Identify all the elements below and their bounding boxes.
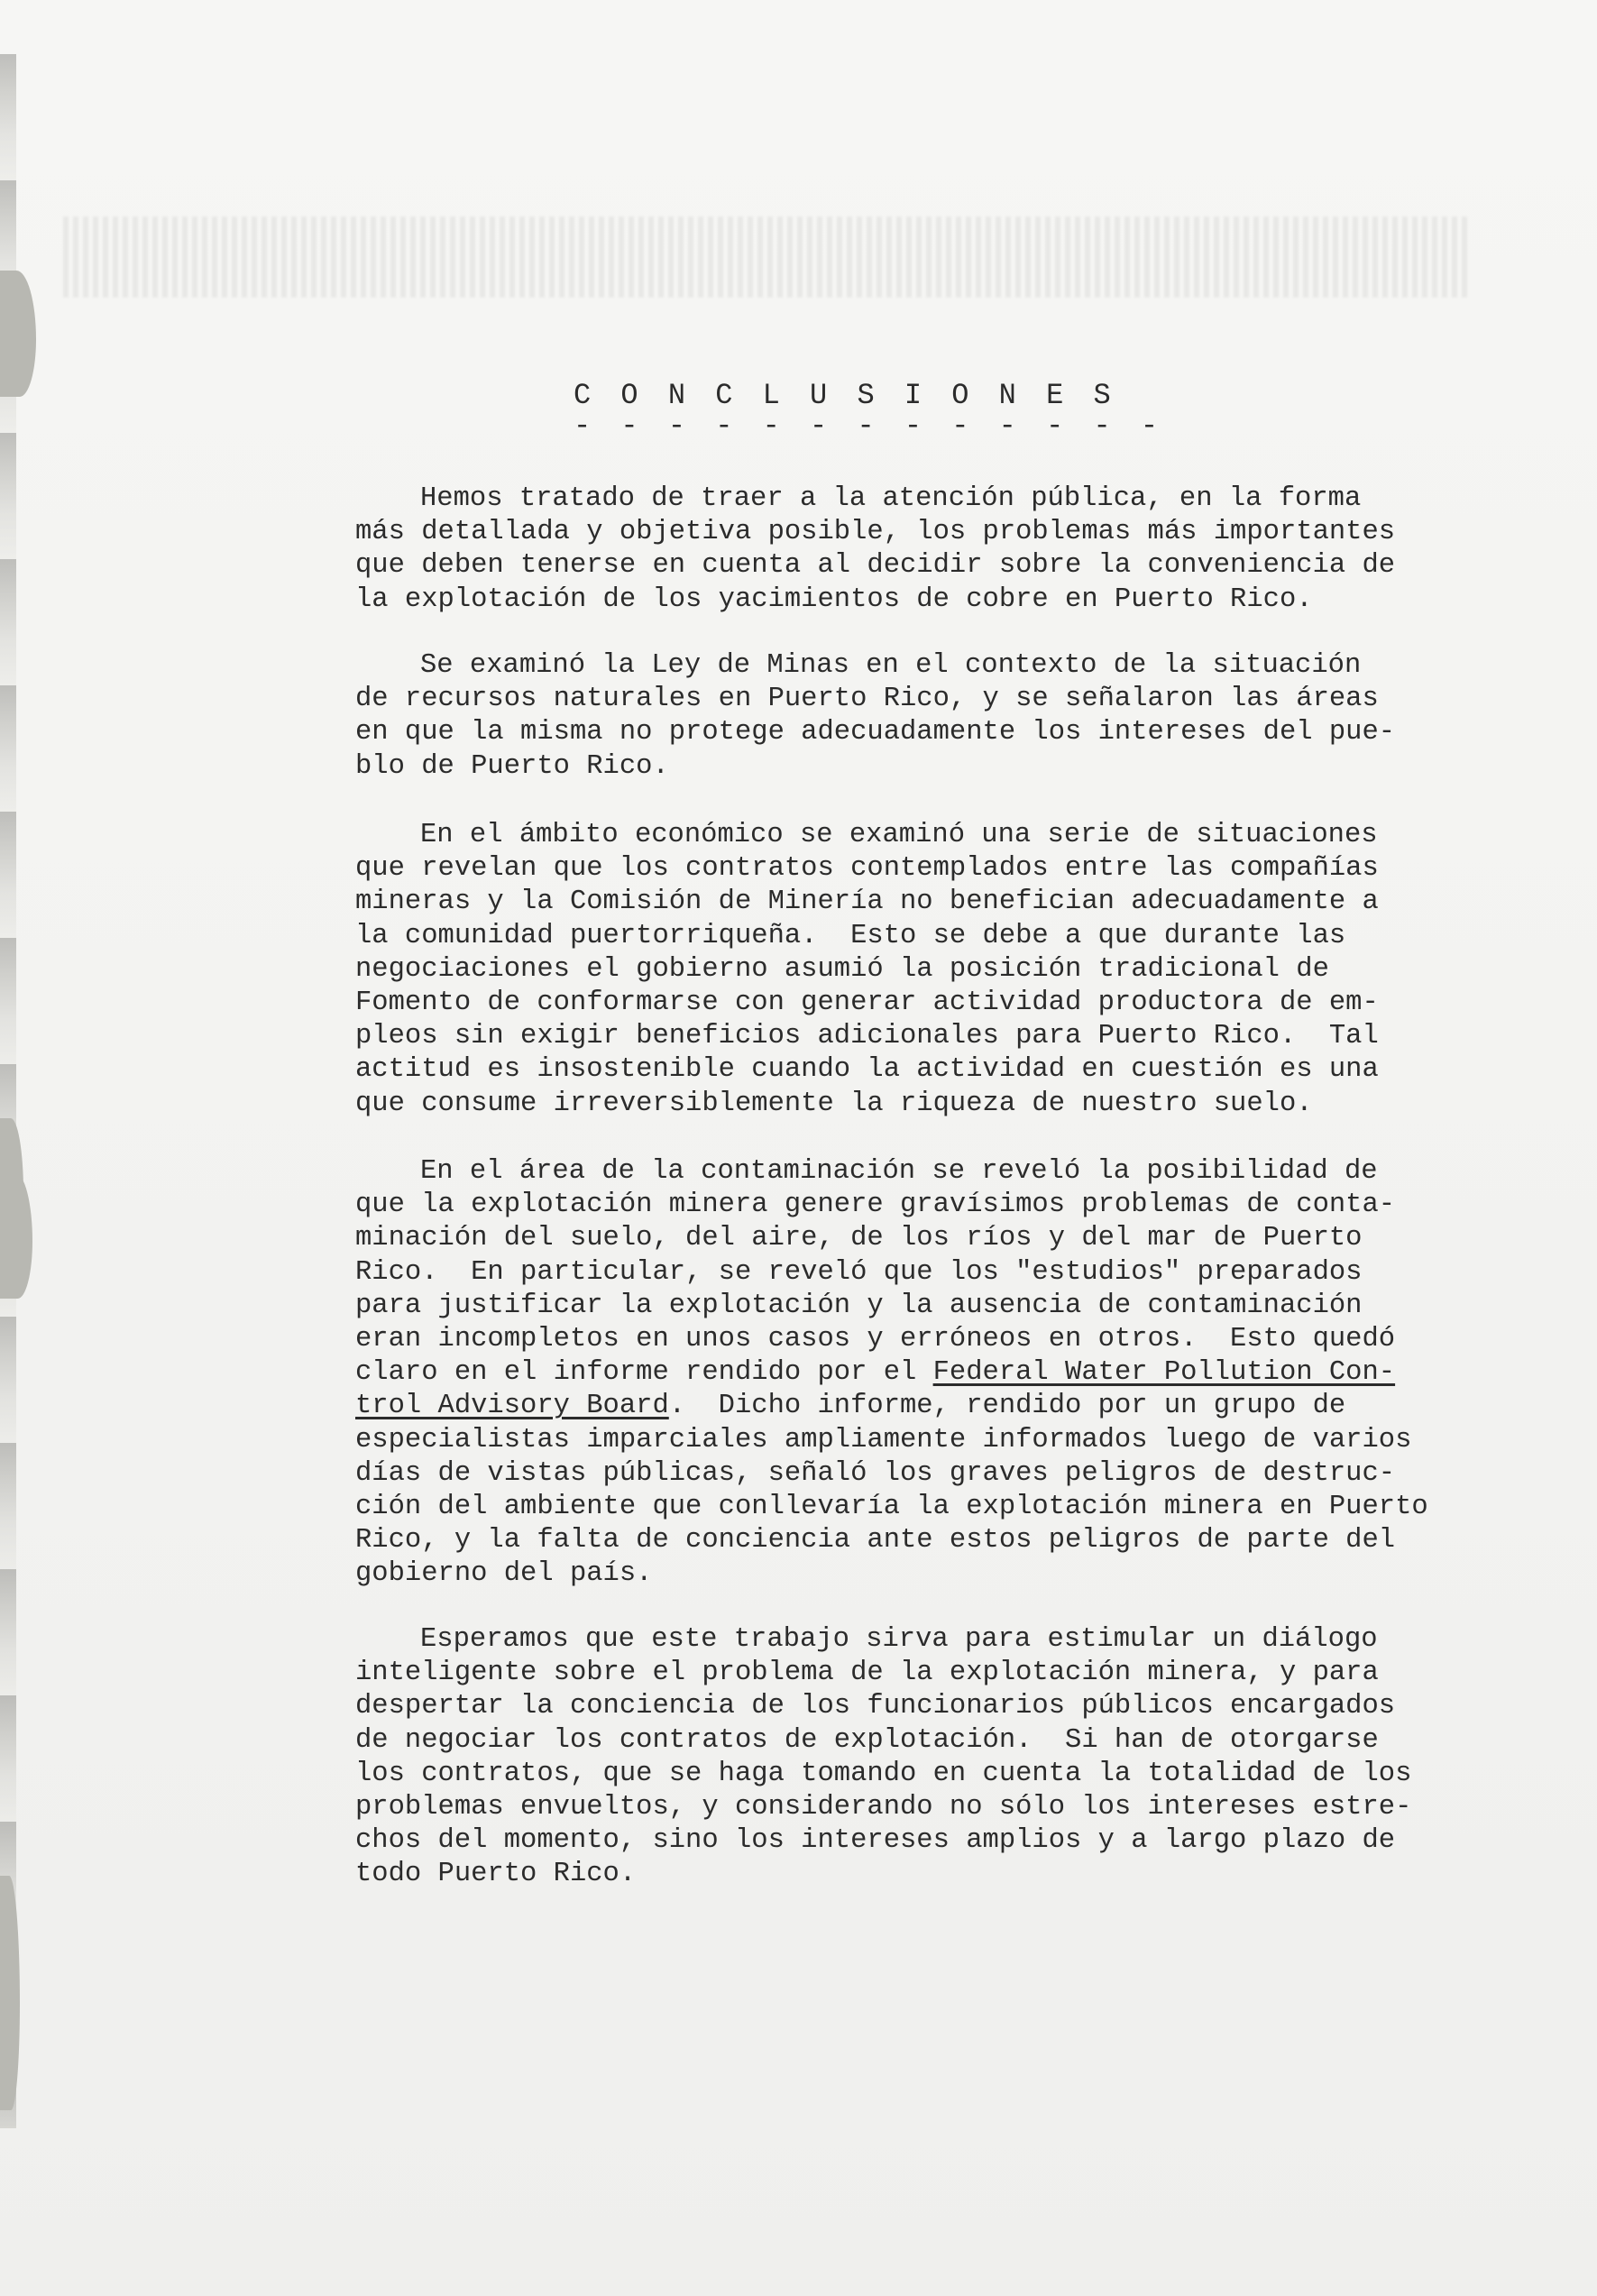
paragraph-2	[355, 649, 1473, 784]
text-line: que la explotación minera genere gravísimos problemas de conta-	[355, 1189, 1396, 1221]
text-line: mineras y la Comisión de Minería no benefician adecuadamente a	[355, 886, 1379, 918]
text-line: los contratos, que se haga tomando en cuenta la totalidad de los	[355, 1758, 1412, 1789]
text-line: blo de Puerto Rico.	[355, 750, 669, 782]
text-line: de recursos naturales en Puerto Rico, y se señalaron las áreas	[355, 684, 1379, 715]
text-line: inteligente sobre el problema de la explotación minera, y para	[355, 1658, 1379, 1689]
text-line: que revelan que los contratos contemplados entre las compañías	[355, 853, 1379, 885]
text-line: ción del ambiente que conllevaría la explotación minera en Puerto	[355, 1492, 1428, 1523]
text-line: más detallada y objetiva posible, los problemas más importantes	[355, 517, 1396, 548]
text-line: actitud es insostenible cuando la actividad en cuestión es una	[355, 1054, 1379, 1086]
text-line: chos del momento, sino los intereses amplios y a largo plazo de	[355, 1825, 1396, 1857]
text-line: en que la misma no protege adecuadamente los intereses del pue-	[355, 717, 1396, 748]
bleed-through-text	[63, 216, 1470, 298]
text-line: días de vistas públicas, señaló los graves peligros de destruc-	[355, 1457, 1396, 1489]
text-line	[355, 1356, 1473, 1390]
text-line: de negociar los contratos de explotación. Si han de otorgarse	[355, 1724, 1379, 1756]
text-line: Fomento de conformarse con generar actividad productora de em-	[355, 987, 1379, 1019]
text-line: Rico, y la falta de conciencia ante estos peligros de parte del	[355, 1525, 1396, 1557]
text-line: En el ámbito económico se examinó una serie de situaciones	[420, 820, 1378, 850]
text-line: pleos sin exigir beneficios adicionales para Puerto Rico. Tal	[355, 1021, 1379, 1052]
text-line: Rico. En particular, se reveló que los "estudios" preparados	[355, 1256, 1363, 1288]
text-line: En el área de la contaminación se reveló la posibilidad de	[420, 1156, 1378, 1187]
text-line: todo Puerto Rico.	[355, 1859, 637, 1890]
text-line: Esperamos que este trabajo sirva para estimular un diálogo	[420, 1624, 1378, 1655]
page-title: C O N C L U S I O N E S	[574, 379, 1117, 412]
text-line: negociaciones el gobierno asumió la posición tradicional de	[355, 953, 1329, 985]
text-fragment: claro en el informe rendido por el	[355, 1357, 933, 1389]
paragraph-3	[355, 819, 1473, 1121]
page-tear	[0, 271, 36, 397]
underlined-board-name: trol Advisory Board	[355, 1391, 669, 1422]
paragraph-1	[355, 482, 1473, 617]
text-line: Se examinó la Ley de Minas en el contexto de la situación	[420, 650, 1362, 681]
text-fragment: . Dicho informe, rendido por un grupo de	[668, 1391, 1346, 1422]
text-line: la explotación de los yacimientos de cobre en Puerto Rico.	[355, 583, 1313, 615]
text-line: despertar la conciencia de los funcionarios públicos encargados	[355, 1691, 1396, 1722]
text-line: minación del suelo, del aire, de los ríos y del mar de Puerto	[355, 1223, 1363, 1254]
underlined-board-name: Federal Water Pollution Con-	[932, 1357, 1396, 1389]
text-line: que consume irreversiblemente la riqueza de nuestro suelo.	[355, 1088, 1313, 1119]
text-line: problemas envueltos, y considerando no sólo los intereses estre-	[355, 1792, 1412, 1823]
paragraph-4	[355, 1155, 1473, 1592]
title-underline: - - - - - - - - - - - - -	[574, 409, 1165, 443]
text-line: la comunidad puertorriqueña. Esto se debe a que durante las	[355, 920, 1346, 951]
text-line: eran incompletos en unos casos y erróneos en otros. Esto quedó	[355, 1324, 1396, 1355]
text-line: Hemos tratado de traer a la atención pública, en la forma	[420, 483, 1362, 514]
page-tear	[0, 1876, 20, 2110]
page-tear	[0, 1172, 32, 1299]
text-line	[355, 1390, 1473, 1423]
text-line: especialistas imparciales ampliamente informados luego de varios	[355, 1424, 1412, 1456]
text-line: que deben tenerse en cuenta al decidir sobre la conveniencia de	[355, 550, 1396, 582]
paragraph-5	[355, 1623, 1473, 1892]
text-line: gobierno del país.	[355, 1558, 653, 1590]
text-line: para justificar la explotación y la ausencia de contaminación	[355, 1290, 1363, 1321]
